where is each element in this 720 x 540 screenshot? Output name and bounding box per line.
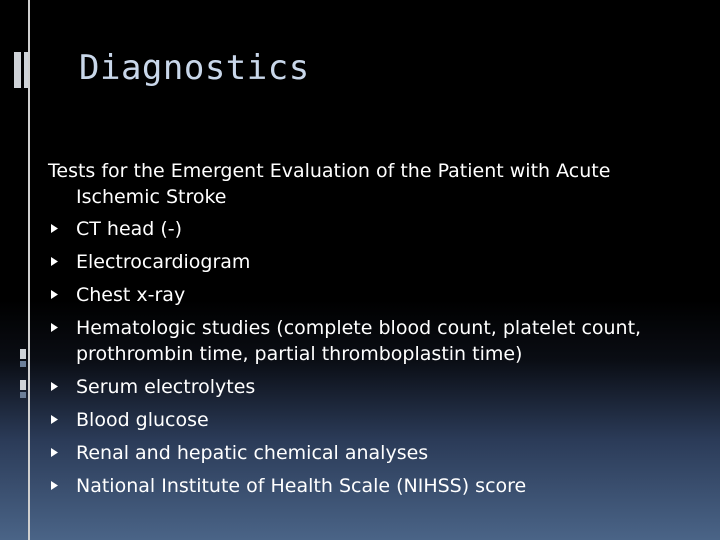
arrow-bullet-icon <box>51 224 58 233</box>
arrow-bullet-icon <box>51 257 58 266</box>
bullet-text: Serum electrolytes <box>76 376 256 398</box>
arrow-bullet-icon <box>51 323 58 332</box>
bullet-text: Hematologic studies (complete blood count, platelet count, prothrombin time, partial thromboplastin time) <box>76 317 642 365</box>
bullet-text: Blood glucose <box>76 409 209 431</box>
side-accent-3 <box>20 380 26 390</box>
bullet-list <box>48 216 688 499</box>
arrow-bullet-icon <box>51 481 58 490</box>
bullet-text: CT head (-) <box>76 218 183 240</box>
bullet-item <box>48 374 688 400</box>
bullet-text: Chest x-ray <box>76 284 186 306</box>
slide-title: Diagnostics <box>79 48 310 88</box>
bullet-item <box>48 216 688 242</box>
arrow-bullet-icon <box>51 290 58 299</box>
side-accent-2 <box>20 361 26 367</box>
title-accent-bar-left <box>14 52 21 88</box>
arrow-bullet-icon <box>51 382 58 391</box>
side-accent-1 <box>20 349 26 359</box>
side-accent-4 <box>20 392 26 398</box>
slide-content <box>48 158 688 506</box>
bullet-text: Renal and hepatic chemical analyses <box>76 442 429 464</box>
bullet-item <box>48 440 688 466</box>
bullet-text: National Institute of Health Scale (NIHSS) score <box>76 475 527 497</box>
arrow-bullet-icon <box>51 448 58 457</box>
bullet-item <box>48 315 688 367</box>
bullet-item <box>48 473 688 499</box>
bullet-item <box>48 282 688 308</box>
bullet-text: Electrocardiogram <box>76 251 251 273</box>
intro-text: Tests for the Emergent Evaluation of the Patient with Acute Ischemic Stroke <box>48 160 611 208</box>
bullet-item <box>48 407 688 433</box>
title-accent-bar-right <box>24 52 28 88</box>
bullet-item <box>48 249 688 275</box>
arrow-bullet-icon <box>51 415 58 424</box>
left-rail-decoration <box>28 0 30 540</box>
